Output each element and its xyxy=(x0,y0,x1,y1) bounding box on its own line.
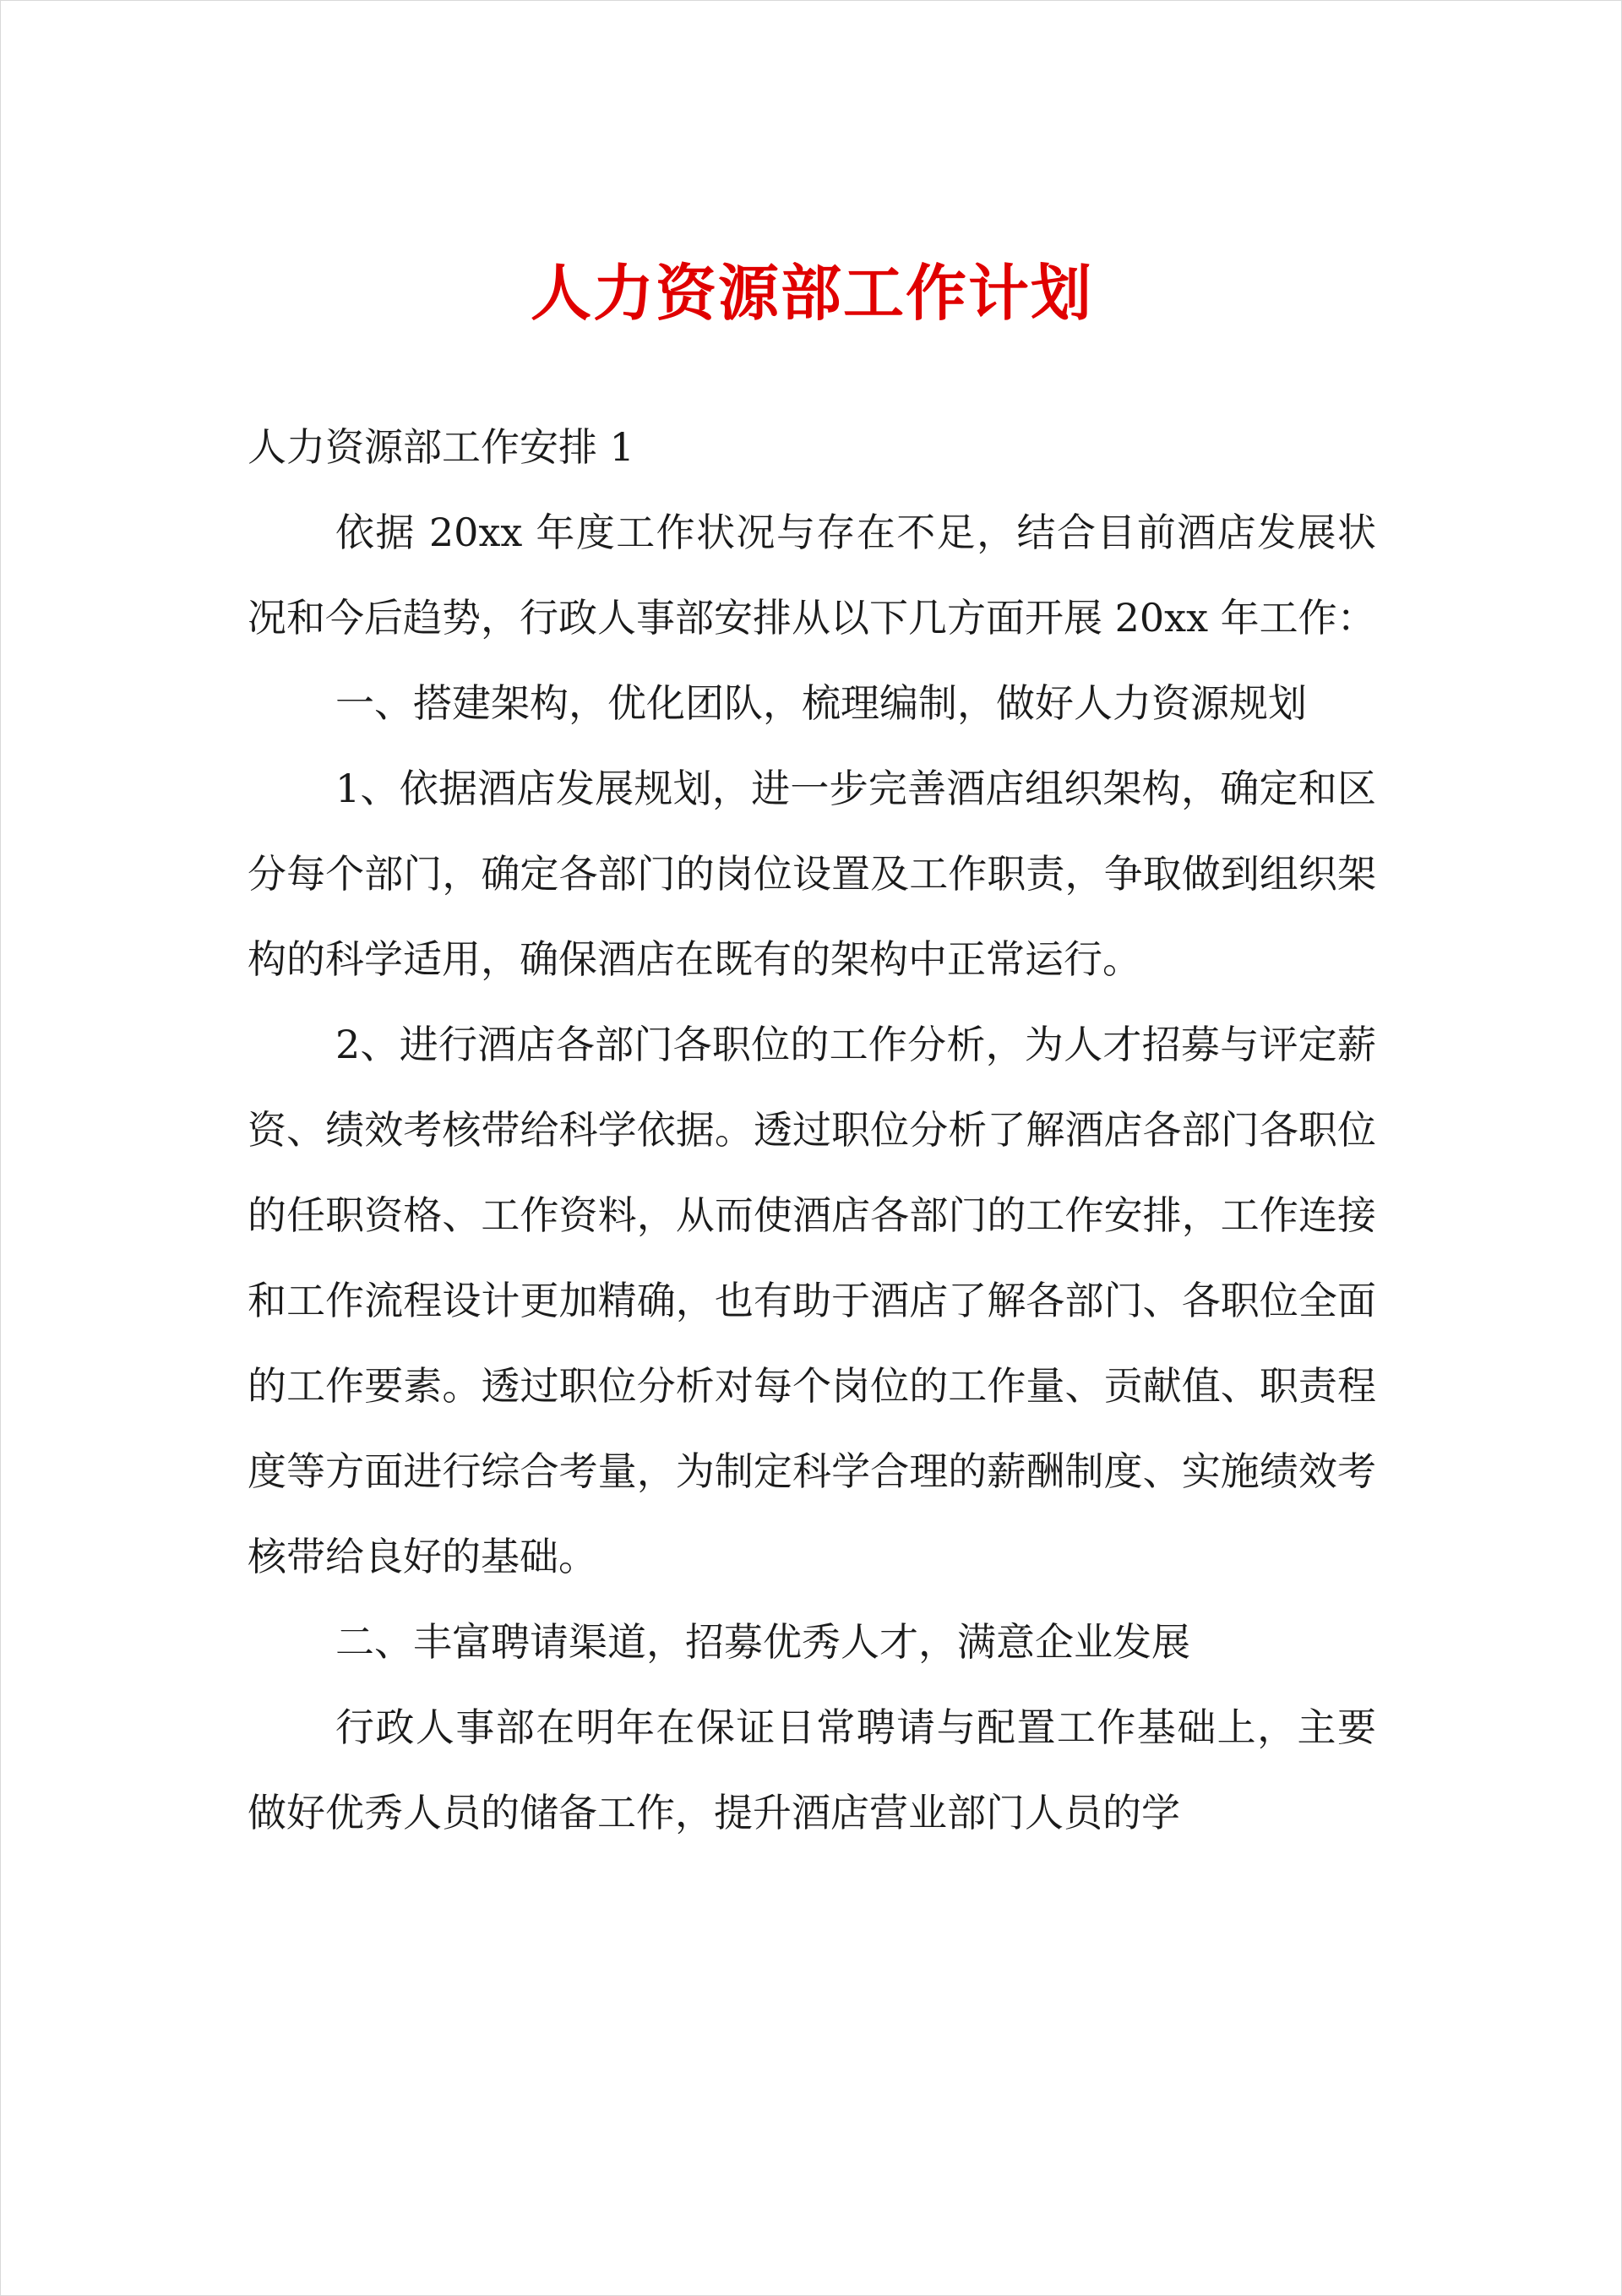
paragraph-item-1: 1、依据酒店发展规划，进一步完善酒店组织架构，确定和区分每个部门，确定各部门的岗位设置及工作职责，争取做到组织架构的科学适用，确保酒店在既有的架构中正常运行。 xyxy=(248,766,1376,982)
section-heading: 人力资源部工作安排 1 xyxy=(248,424,634,470)
document-title: 人力资源部工作计划 xyxy=(530,257,1093,329)
document-body xyxy=(248,405,1376,1856)
paragraph-recruitment: 行政人事部在明年在保证日常聘请与配置工作基础上，主要做好优秀人员的储备工作，提升酒店营业部门人员的学 xyxy=(248,1704,1376,1835)
paragraph-item-2: 2、进行酒店各部门各职位的工作分析，为人才招募与评定薪资、绩效考核带给科学依据。透过职位分析了解酒店各部门各职位的任职资格、工作资料，从而使酒店各部门的工作安排，工作连接和工作流程设计更加精确，也有助于酒店了解各部门、各职位全面的工作要素。透过职位分析对每个岗位的工作量、贡献值、职责程度等方面进行综合考量，为制定科学合理的薪酬制度、实施绩效考核带给良好的基础。 xyxy=(248,1022,1376,1579)
paragraph-section-2-title: 二、丰富聘请渠道，招募优秀人才，满意企业发展 xyxy=(335,1619,1190,1665)
paragraph-intro: 依据 20xx 年度工作状况与存在不足，结合目前酒店发展状况和今后趋势，行政人事部安排从以下几方面开展 20xx 年工作： xyxy=(248,510,1376,641)
paragraph-section-1-title: 一、搭建架构，优化团队，梳理编制，做好人力资源规划 xyxy=(335,680,1307,726)
